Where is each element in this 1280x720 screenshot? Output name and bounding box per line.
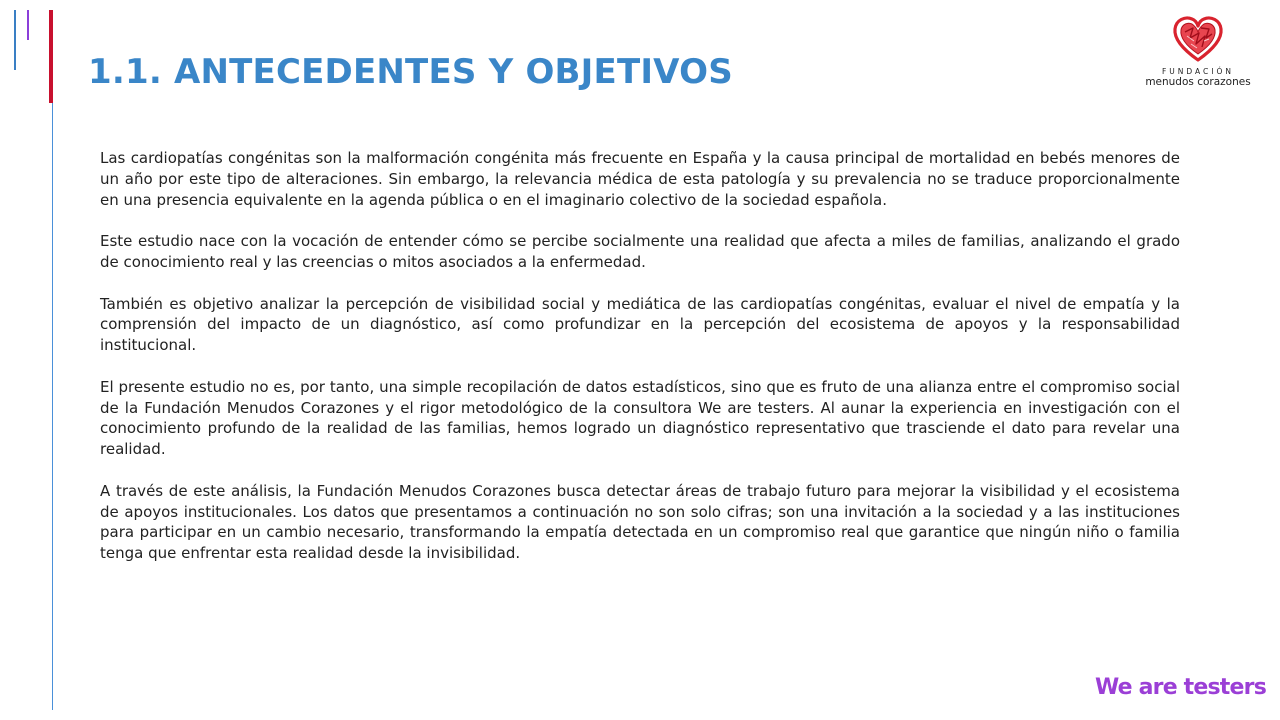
decorative-bar-red [49,10,53,103]
heart-icon [1140,14,1256,64]
fundacion-logo [1140,14,1256,96]
we-are-testers-logo: We are testers [1094,675,1266,700]
decorative-bar-purple [27,10,29,40]
paragraph-2: Este estudio nace con la vocación de entender cómo se percibe socialmente una realidad que afecta a miles de familias, analizando el grado de conocimiento real y las creencias o mitos asociados a la enfermedad. [100,232,1180,271]
logo-line-fundacion: FUNDACIÓN [1161,67,1235,76]
paragraph-1: Las cardiopatías congénitas son la malformación congénita más frecuente en España y la causa principal de mortalidad en bebés menores de un año por este tipo de alteraciones. Sin embargo, la relevancia médica de esta patología y su prevalencia no se traduce proporcionalmente en una presencia equivalente en la agenda pública o en el imaginario colectivo de la sociedad española. [100,149,1180,209]
paragraph-5: A través de este análisis, la Fundación Menudos Corazones busca detectar áreas de trabajo futuro para mejorar la visibilidad y el ecosistema de apoyos institucionales. Los datos que presentamos a continuación no son solo cifras; son una invitación a la sociedad y a las instituciones para participar en un cambio necesario, transformando la empatía detectada en un compromiso real que garantice que ningún niño o familia tenga que enfrentar esta realidad desde la invisibilidad. [100,481,1180,563]
logo-line-menudos-corazones: menudos corazones [1145,76,1251,88]
body-text [100,148,1180,585]
decorative-line-blue [52,103,53,710]
page-title: 1.1. ANTECEDENTES Y OBJETIVOS [88,52,733,92]
paragraph-4: El presente estudio no es, por tanto, una simple recopilación de datos estadísticos, sino que es fruto de una alianza entre el compromiso social de la Fundación Menudos Corazones y el rigor metodológico de la consultora We are testers. Al aunar la experiencia en investigación con el conocimiento profundo de la realidad de las familias, hemos logrado un diagnóstico representativo que trasciende el dato para revelar una realidad. [100,377,1180,459]
decorative-bar-blue-short [14,10,16,70]
paragraph-3: También es objetivo analizar la percepción de visibilidad social y mediática de las cardiopatías congénitas, evaluar el nivel de empatía y la comprensión del impacto de un diagnóstico, así como profundizar en la percepción del ecosistema de apoyos y la responsabilidad institucional. [100,294,1180,355]
